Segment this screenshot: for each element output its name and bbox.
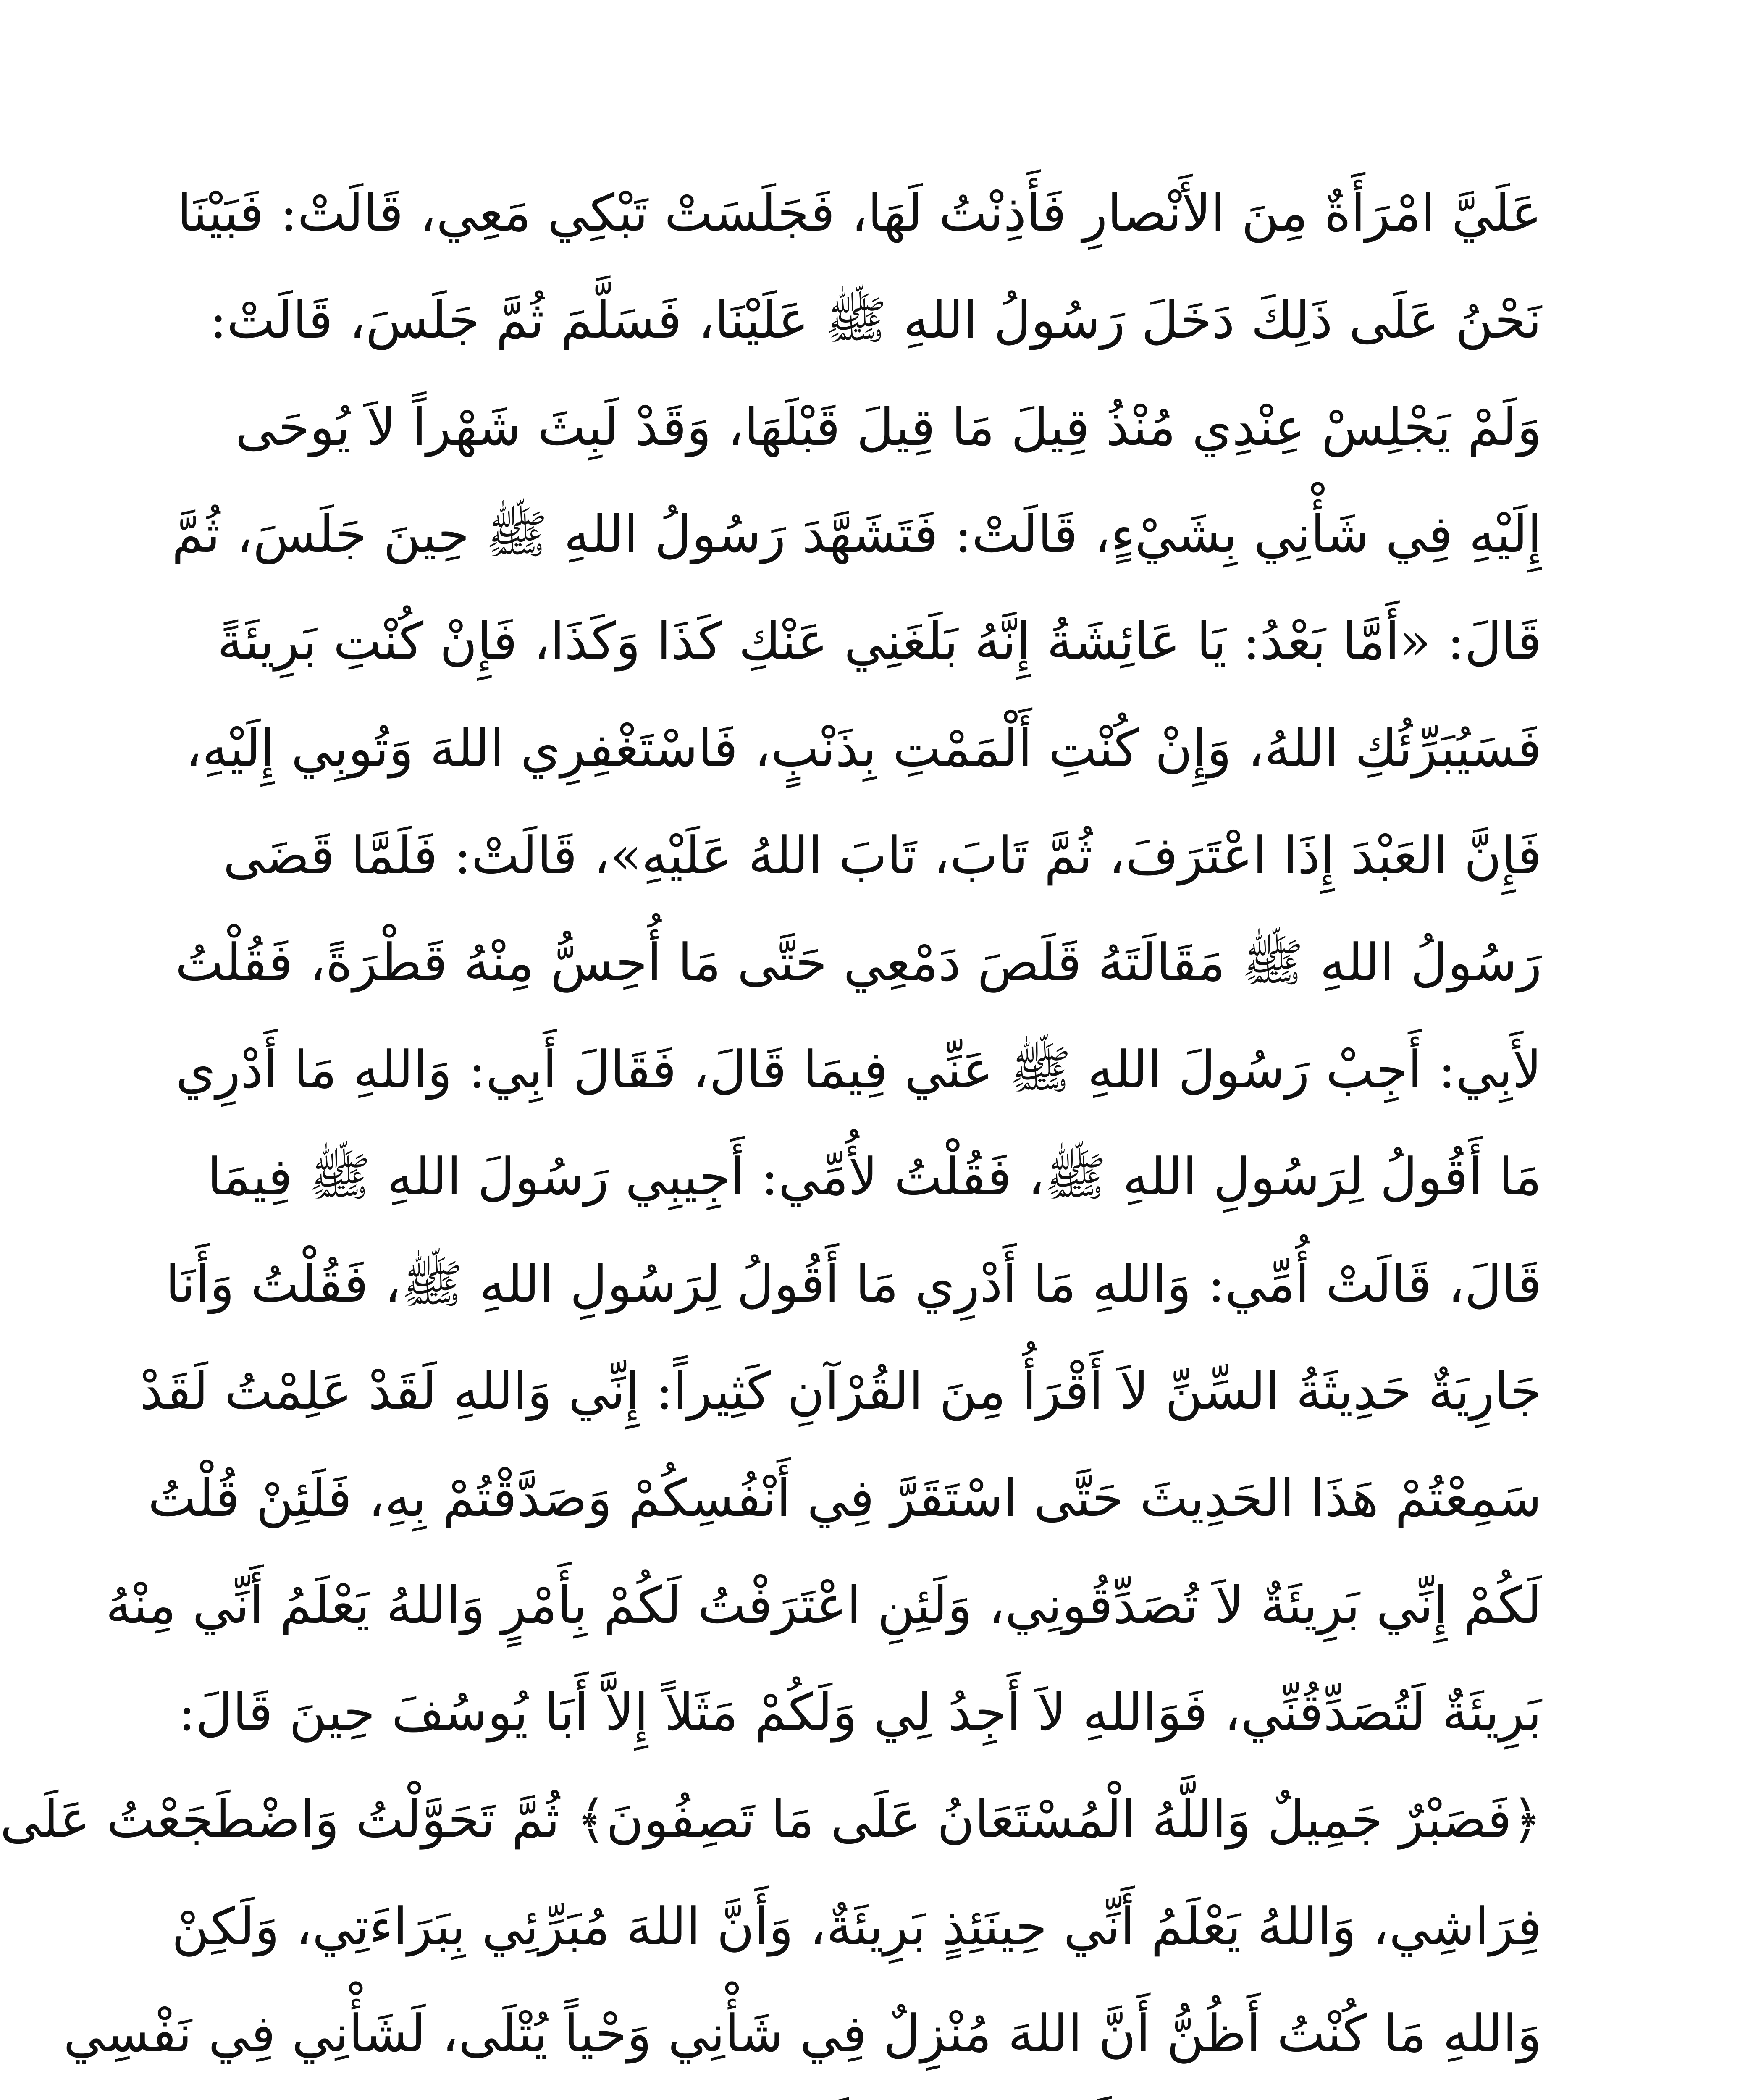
text-line: سَمِعْتُمْ هَذَا الحَدِيثَ حَتَّى اسْتَقَرَّ فِي أَنْفُسِكُمْ وَصَدَّقْتُمْ بِهِ، فَلَئِنْ قُلْتُ xyxy=(148,1468,1542,1528)
text-line: لَكُمْ إِنِّي بَرِيئَةٌ لاَ تُصَدِّقُونِي، وَلَئِنِ اعْتَرَفْتُ لَكُمْ بِأَمْرٍ وَاللهُ يَعْلَمُ أَنِّي مِنْهُ xyxy=(105,1575,1542,1635)
text-line xyxy=(240,2087,1542,2100)
text-line: فَإِنَّ العَبْدَ إِذَا اعْتَرَفَ، ثُمَّ تَابَ، تَابَ اللهُ عَلَيْهِ»، قَالَتْ: فَلَمَّا قَضَى xyxy=(223,826,1542,885)
text-line: لأَبِي: أَجِبْ رَسُولَ اللهِ ﷺ عَنِّي فِيمَا قَالَ، فَقَالَ أَبِي: وَاللهِ مَا أَدْرِي xyxy=(176,1040,1542,1100)
text-line: فِرَاشِي، وَاللهُ يَعْلَمُ أَنِّي حِينَئِذٍ بَرِيئَةٌ، وَأَنَّ اللهَ مُبَرِّئِي بِبَرَاءَتِي، وَلَكِنْ xyxy=(171,1897,1542,1956)
text-line: عَلَيَّ امْرَأَةٌ مِنَ الأَنْصارِ فَأَذِنْتُ لَهَا، فَجَلَسَتْ تَبْكِي مَعِي، قَالَتْ: فَبَيْنَا xyxy=(177,183,1542,243)
body-text xyxy=(0,160,1542,2100)
text-line: قَالَ: «أَمَّا بَعْدُ: يَا عَائِشَةُ إِنَّهُ بَلَغَنِي عَنْكِ كَذَا وَكَذَا، فَإِنْ كُنْتِ بَرِيئَةً xyxy=(217,612,1542,671)
text-line: وَلَمْ يَجْلِسْ عِنْدِي مُنْذُ قِيلَ مَا قِيلَ قَبْلَهَا، وَقَدْ لَبِثَ شَهْراً لاَ يُوحَى xyxy=(235,397,1542,457)
text-line: قَالَ، قَالَتْ أُمِّي: وَاللهِ مَا أَدْرِي مَا أَقُولُ لِرَسُولِ اللهِ ﷺ، فَقُلْتُ وَأَنَا xyxy=(165,1254,1542,1314)
text-line: إِلَيْهِ فِي شَأْنِي بِشَيْءٍ، قَالَتْ: فَتَشَهَّدَ رَسُولُ اللهِ ﷺ حِينَ جَلَسَ، ثُمَّ xyxy=(172,504,1542,564)
text-line: وَاللهِ مَا كُنْتُ أَظُنُّ أَنَّ اللهَ مُنْزِلٌ فِي شَأْنِي وَحْياً يُتْلَى، لَشَأْنِي فِي نَفْسِي xyxy=(63,2004,1542,2063)
text-line: نَحْنُ عَلَى ذَلِكَ دَخَلَ رَسُولُ اللهِ ﷺ عَلَيْنَا، فَسَلَّمَ ثُمَّ جَلَسَ، قَالَتْ: xyxy=(209,290,1542,350)
text-line: رَسُولُ اللهِ ﷺ مَقَالَتَهُ قَلَصَ دَمْعِي حَتَّى مَا أُحِسُّ مِنْهُ قَطْرَةً، فَقُلْتُ xyxy=(175,933,1542,992)
quran-verse-line: ﴿فَصَبْرٌ جَمِيلٌ وَاللَّهُ الْمُسْتَعَانُ عَلَى مَا تَصِفُونَ﴾ ثُمَّ تَحَوَّلْتُ وَاضْطَجَعْتُ عَلَى xyxy=(0,1790,1542,1849)
text-line: فَسَيُبَرِّئُكِ اللهُ، وَإِنْ كُنْتِ أَلْمَمْتِ بِذَنْبٍ، فَاسْتَغْفِرِي اللهَ وَتُوبِي إِلَيْهِ، xyxy=(185,719,1542,778)
text-line: بَرِيئَةٌ لَتُصَدِّقُنِّي، فَوَاللهِ لاَ أَجِدُ لِي وَلَكُمْ مَثَلاً إِلاَّ أَبَا يُوسُفَ حِينَ قَالَ: xyxy=(178,1683,1542,1742)
text-line: مَا أَقُولُ لِرَسُولِ اللهِ ﷺ، فَقُلْتُ لأُمِّي: أَجِيبِي رَسُولَ اللهِ ﷺ فِيمَا xyxy=(207,1147,1542,1207)
text-line: جَارِيَةٌ حَدِيثَةُ السِّنِّ لاَ أَقْرَأُ مِنَ القُرْآنِ كَثِيراً: إِنِّي وَاللهِ لَقَدْ عَلِمْتُ لَقَدْ xyxy=(139,1361,1542,1421)
